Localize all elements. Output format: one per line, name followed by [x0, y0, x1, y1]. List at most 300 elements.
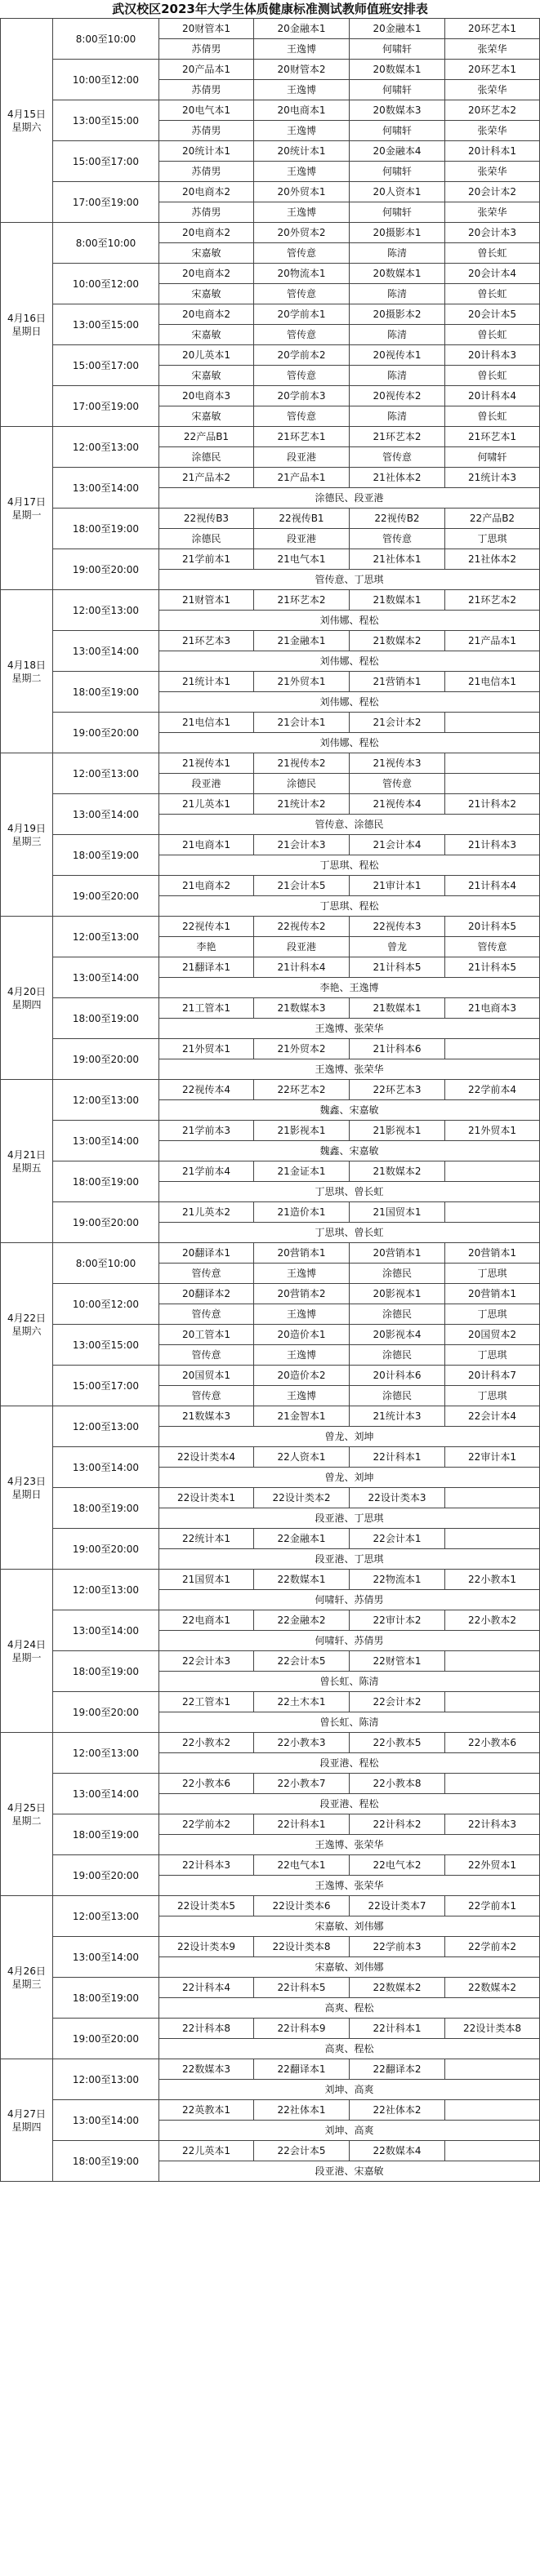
merged-cell: 丁思琪、曾长虹: [159, 1182, 540, 1201]
teacher-row: [159, 774, 540, 794]
day-group: [1, 1733, 540, 1896]
day-date: 4月25日: [7, 1801, 46, 1814]
table-cell: 丁思琪: [445, 1345, 540, 1365]
table-cell: 段亚港: [254, 937, 350, 957]
class-row: [159, 100, 540, 121]
table-cell: 丁思琪: [445, 1386, 540, 1406]
table-cell: 20造价本1: [254, 1325, 350, 1344]
table-cell: 21计科本3: [445, 835, 540, 855]
slot-time: 18:00至19:00: [53, 509, 159, 549]
table-cell: 22英教本1: [159, 2100, 254, 2120]
table-cell: 管传意: [159, 1264, 254, 1283]
table-cell: 管传意: [254, 284, 350, 304]
slot-time: 12:00至13:00: [53, 2059, 159, 2100]
table-cell: 何啸轩: [350, 202, 445, 222]
day-group: [1, 223, 540, 427]
table-cell: 22电气本1: [254, 1855, 350, 1875]
class-row: [159, 1243, 540, 1264]
table-cell: [445, 2059, 540, 2079]
slot-time: 12:00至13:00: [53, 1406, 159, 1447]
time-slot: [53, 917, 540, 957]
slot-time: 15:00至17:00: [53, 1366, 159, 1406]
merged-cell: 曾龙、刘坤: [159, 1427, 540, 1446]
table-cell: 21外贸本2: [254, 1039, 350, 1059]
day-label: [1, 1896, 53, 2059]
day-label: [1, 1406, 53, 1569]
table-cell: 22会计本3: [159, 1651, 254, 1671]
day-date: 4月18日: [7, 659, 46, 671]
table-cell: 管传意: [350, 774, 445, 793]
table-cell: 苏倩男: [159, 121, 254, 140]
time-slot: [53, 1161, 540, 1202]
day-group: [1, 1080, 540, 1243]
table-cell: 22审计本2: [350, 1610, 445, 1630]
teacher-row: [159, 611, 540, 631]
table-cell: 21计科本2: [445, 794, 540, 814]
teacher-row: [159, 978, 540, 998]
time-slot: [53, 223, 540, 264]
table-cell: [445, 1161, 540, 1181]
table-cell: 涂德民: [350, 1304, 445, 1324]
table-cell: 21电信本1: [159, 713, 254, 732]
table-cell: 21国贸本1: [350, 1202, 445, 1222]
table-cell: 21统计本3: [445, 468, 540, 487]
day-weekday: 星期三: [11, 1978, 42, 1990]
class-row: [159, 2100, 540, 2121]
merged-cell: 宋嘉敏、刘伟娜: [159, 1957, 540, 1977]
slot-time: 10:00至12:00: [53, 264, 159, 304]
teacher-row: [159, 1019, 540, 1039]
table-cell: 20会计本2: [445, 182, 540, 202]
table-cell: [445, 774, 540, 793]
table-cell: 曾长虹: [445, 406, 540, 426]
table-cell: 段亚港: [254, 447, 350, 467]
time-slot: [53, 835, 540, 876]
time-slot: [53, 998, 540, 1039]
slot-time: 19:00至20:00: [53, 549, 159, 590]
teacher-row: [159, 1998, 540, 2019]
time-slot: [53, 1733, 540, 1774]
class-row: [159, 1406, 540, 1427]
table-cell: 22小教本2: [445, 1610, 540, 1630]
table-cell: 20儿英本1: [159, 345, 254, 365]
table-cell: 22小教本2: [159, 1733, 254, 1752]
day-label: [1, 223, 53, 426]
table-cell: 20财管本1: [159, 19, 254, 38]
day-group: [1, 1243, 540, 1406]
table-cell: [445, 2100, 540, 2120]
table-cell: 21社体本2: [350, 468, 445, 487]
time-slot: [53, 713, 540, 753]
table-cell: 22计科本8: [159, 2019, 254, 2038]
table-cell: 20造价本2: [254, 1366, 350, 1385]
table-cell: 21金融本1: [254, 631, 350, 651]
teacher-row: [159, 2121, 540, 2141]
teacher-row: [159, 896, 540, 917]
table-cell: 陈清: [350, 284, 445, 304]
class-row: [159, 876, 540, 896]
slot-time: 17:00至19:00: [53, 182, 159, 223]
slot-time: 19:00至20:00: [53, 1855, 159, 1896]
table-cell: 陈清: [350, 243, 445, 263]
table-cell: 21学前本3: [159, 1121, 254, 1140]
time-slot: [53, 182, 540, 223]
table-cell: 王逸博: [254, 1264, 350, 1283]
day-date: 4月17日: [7, 495, 46, 508]
table-cell: 20环艺本2: [445, 100, 540, 120]
table-cell: [445, 1774, 540, 1793]
time-slot: [53, 2059, 540, 2100]
teacher-row: [159, 1386, 540, 1406]
table-cell: 21数媒本1: [350, 998, 445, 1018]
table-cell: 22计科本9: [254, 2019, 350, 2038]
class-row: [159, 1937, 540, 1957]
slot-time: 13:00至14:00: [53, 794, 159, 835]
class-row: [159, 223, 540, 243]
table-cell: 22设计类本5: [159, 1896, 254, 1916]
table-cell: 20工管本1: [159, 1325, 254, 1344]
table-cell: 20营销本1: [350, 1243, 445, 1263]
slot-time: 12:00至13:00: [53, 1896, 159, 1937]
day-group: [1, 427, 540, 590]
merged-cell: 段亚港、程松: [159, 1753, 540, 1773]
slot-time: 13:00至14:00: [53, 1774, 159, 1814]
table-cell: 涂德民: [350, 1264, 445, 1283]
teacher-row: [159, 1468, 540, 1488]
class-row: [159, 60, 540, 80]
table-cell: 22会计本5: [254, 2141, 350, 2161]
day-group: [1, 19, 540, 223]
table-cell: 张荣华: [445, 80, 540, 100]
class-row: [159, 19, 540, 39]
teacher-row: [159, 243, 540, 264]
time-slot: [53, 957, 540, 998]
table-cell: 21电气本1: [254, 549, 350, 569]
time-slot: [53, 1978, 540, 2019]
day-date: 4月20日: [7, 985, 46, 997]
table-cell: [445, 1039, 540, 1059]
teacher-row: [159, 1631, 540, 1651]
teacher-row: [159, 1345, 540, 1366]
table-cell: 21视传本3: [350, 753, 445, 773]
table-cell: 22小教本6: [159, 1774, 254, 1793]
slot-time: 18:00至19:00: [53, 1651, 159, 1692]
teacher-row: [159, 2161, 540, 2182]
slot-time: 12:00至13:00: [53, 1733, 159, 1774]
table-cell: 21统计本3: [350, 1406, 445, 1426]
table-cell: 22数媒本1: [254, 1570, 350, 1589]
table-cell: 管传意: [159, 1345, 254, 1365]
time-slot: [53, 1447, 540, 1488]
time-slot: [53, 509, 540, 549]
table-cell: 管传意: [159, 1304, 254, 1324]
table-cell: 22计科本5: [254, 1978, 350, 1997]
time-slot: [53, 631, 540, 672]
slot-time: 19:00至20:00: [53, 1039, 159, 1080]
table-cell: 21会计本2: [350, 713, 445, 732]
merged-cell: 段亚港、宋嘉敏: [159, 2161, 540, 2181]
teacher-row: [159, 202, 540, 223]
slot-time: 17:00至19:00: [53, 386, 159, 427]
time-slot: [53, 19, 540, 60]
table-cell: 21数媒本3: [254, 998, 350, 1018]
table-cell: 22财管本1: [350, 1651, 445, 1671]
table-cell: 21环艺本3: [159, 631, 254, 651]
table-cell: 22社体本1: [254, 2100, 350, 2120]
merged-cell: 高爽、程松: [159, 2039, 540, 2059]
day-weekday: 星期六: [11, 121, 42, 133]
class-row: [159, 386, 540, 406]
table-cell: 22外贸本1: [445, 1855, 540, 1875]
table-cell: 管传意: [254, 366, 350, 385]
table-cell: 王逸博: [254, 80, 350, 100]
time-slot: [53, 876, 540, 917]
slot-time: 13:00至14:00: [53, 1447, 159, 1488]
table-cell: 李艳: [159, 937, 254, 957]
slot-time: 13:00至14:00: [53, 1937, 159, 1978]
table-cell: 22产品B2: [445, 509, 540, 528]
class-row: [159, 1814, 540, 1835]
class-row: [159, 1121, 540, 1141]
table-cell: 21视传本4: [350, 794, 445, 814]
table-cell: 22设计类本9: [159, 1937, 254, 1956]
table-cell: 22视传本4: [159, 1080, 254, 1099]
day-group: [1, 753, 540, 917]
time-slot: [53, 1651, 540, 1692]
table-cell: 21学前本4: [159, 1161, 254, 1181]
merged-cell: 刘伟娜、程松: [159, 733, 540, 753]
table-cell: 21会计本3: [254, 835, 350, 855]
teacher-row: [159, 815, 540, 835]
table-cell: 20外贸本2: [254, 223, 350, 242]
table-cell: 21金智本1: [254, 1406, 350, 1426]
teacher-row: [159, 1672, 540, 1692]
time-slot: [53, 672, 540, 713]
table-cell: 21翻译本1: [159, 957, 254, 977]
page-title: 武汉校区2023年大学生体质健康标准测试教师值班安排表: [112, 2, 428, 16]
class-row: [159, 917, 540, 937]
table-cell: 21环艺本1: [445, 427, 540, 446]
slot-time: 18:00至19:00: [53, 1978, 159, 2019]
table-cell: 王逸博: [254, 202, 350, 222]
class-row: [159, 713, 540, 733]
table-cell: 22数媒本2: [445, 1978, 540, 1997]
table-cell: 20电商本2: [159, 182, 254, 202]
table-cell: 21计科本5: [350, 957, 445, 977]
table-cell: 21数媒本3: [159, 1406, 254, 1426]
slot-time: 18:00至19:00: [53, 1488, 159, 1529]
table-cell: 王逸博: [254, 39, 350, 59]
table-cell: 22计科本1: [350, 1447, 445, 1467]
teacher-row: [159, 1264, 540, 1284]
table-cell: 王逸博: [254, 1345, 350, 1365]
table-cell: 21造价本1: [254, 1202, 350, 1222]
teacher-row: [159, 1059, 540, 1080]
table-cell: 22数媒本2: [350, 1978, 445, 1997]
class-row: [159, 304, 540, 325]
teacher-row: [159, 1794, 540, 1814]
table-cell: 管传意: [350, 447, 445, 467]
teacher-row: [159, 692, 540, 713]
time-slot: [53, 794, 540, 835]
class-row: [159, 427, 540, 447]
slot-time: 18:00至19:00: [53, 835, 159, 876]
table-cell: 20营销本2: [254, 1284, 350, 1304]
class-row: [159, 1692, 540, 1712]
table-cell: 22会计本4: [445, 1406, 540, 1426]
slot-time: 8:00至10:00: [53, 1243, 159, 1284]
table-cell: 22设计类本4: [159, 1447, 254, 1467]
day-weekday: 星期四: [11, 998, 42, 1010]
time-slot: [53, 2141, 540, 2182]
table-cell: 22计科本3: [159, 1855, 254, 1875]
day-group: [1, 917, 540, 1080]
teacher-row: [159, 406, 540, 427]
slot-time: 18:00至19:00: [53, 998, 159, 1039]
table-cell: 20电气本1: [159, 100, 254, 120]
table-cell: 21影视本1: [350, 1121, 445, 1140]
table-cell: 陈清: [350, 366, 445, 385]
table-cell: 何啸轩: [445, 447, 540, 467]
merged-cell: 曾龙、刘坤: [159, 1468, 540, 1487]
teacher-row: [159, 488, 540, 509]
table-cell: [445, 1651, 540, 1671]
table-cell: 22土木本1: [254, 1692, 350, 1712]
table-cell: 20财管本2: [254, 60, 350, 79]
table-cell: [445, 753, 540, 773]
day-weekday: 星期二: [11, 1814, 42, 1827]
teacher-row: [159, 1549, 540, 1570]
table-cell: 丁思琪: [445, 529, 540, 549]
table-cell: 21审计本1: [350, 876, 445, 895]
table-cell: 21视传本2: [254, 753, 350, 773]
slot-time: 18:00至19:00: [53, 672, 159, 713]
table-cell: 张荣华: [445, 202, 540, 222]
time-slot: [53, 1243, 540, 1284]
class-row: [159, 1080, 540, 1100]
table-cell: 张荣华: [445, 162, 540, 181]
class-row: [159, 264, 540, 284]
table-cell: 20计科本6: [350, 1366, 445, 1385]
class-row: [159, 1039, 540, 1059]
table-cell: 苏倩男: [159, 202, 254, 222]
teacher-row: [159, 733, 540, 753]
table-cell: 张荣华: [445, 121, 540, 140]
table-cell: 22视传B2: [350, 509, 445, 528]
class-row: [159, 998, 540, 1019]
table-cell: [445, 1529, 540, 1548]
class-row: [159, 631, 540, 651]
slot-time: 13:00至14:00: [53, 1121, 159, 1161]
class-row: [159, 1610, 540, 1631]
table-cell: 21会计本5: [254, 876, 350, 895]
day-label: [1, 753, 53, 916]
class-row: [159, 1570, 540, 1590]
table-cell: 22环艺本2: [254, 1080, 350, 1099]
time-slot: [53, 386, 540, 427]
table-cell: 22环艺本3: [350, 1080, 445, 1099]
table-cell: 涂德民: [159, 447, 254, 467]
table-cell: 21统计本1: [159, 672, 254, 691]
table-cell: 22计科本1: [350, 2019, 445, 2038]
table-cell: 20学前本1: [254, 304, 350, 324]
day-weekday: 星期一: [11, 1651, 42, 1663]
slot-time: 19:00至20:00: [53, 2019, 159, 2059]
table-cell: 曾长虹: [445, 284, 540, 304]
slot-time: 19:00至20:00: [53, 876, 159, 917]
table-cell: 20环艺本1: [445, 60, 540, 79]
merged-cell: 刘伟娜、程松: [159, 611, 540, 630]
slot-time: 10:00至12:00: [53, 1284, 159, 1325]
teacher-row: [159, 1590, 540, 1610]
table-cell: 21产品本1: [445, 631, 540, 651]
table-cell: 22会计本5: [254, 1651, 350, 1671]
teacher-row: [159, 39, 540, 60]
time-slot: [53, 1488, 540, 1529]
day-group: [1, 1406, 540, 1570]
class-row: [159, 1651, 540, 1672]
table-cell: 20计科本7: [445, 1366, 540, 1385]
time-slot: [53, 2100, 540, 2141]
time-slot: [53, 1202, 540, 1243]
table-cell: 21儿英本2: [159, 1202, 254, 1222]
table-cell: 22设计类本1: [159, 1488, 254, 1508]
table-cell: 曾龙: [350, 937, 445, 957]
class-row: [159, 1161, 540, 1182]
table-cell: 涂德民: [350, 1386, 445, 1406]
teacher-row: [159, 1100, 540, 1121]
day-weekday: 星期二: [11, 672, 42, 684]
table-cell: 苏倩男: [159, 162, 254, 181]
table-cell: 21计科本5: [445, 957, 540, 977]
table-cell: 20营销本1: [445, 1243, 540, 1263]
time-slot: [53, 141, 540, 182]
class-row: [159, 590, 540, 611]
table-cell: 21学前本1: [159, 549, 254, 569]
class-row: [159, 345, 540, 366]
teacher-row: [159, 1508, 540, 1529]
time-slot: [53, 1406, 540, 1447]
table-cell: 20学前本3: [254, 386, 350, 406]
table-cell: 20会计本3: [445, 223, 540, 242]
table-cell: 20影视本4: [350, 1325, 445, 1344]
table-cell: 管传意: [254, 325, 350, 344]
table-cell: 21社体本1: [350, 549, 445, 569]
merged-cell: 涂德民、段亚港: [159, 488, 540, 508]
merged-cell: 曾长虹、陈清: [159, 1672, 540, 1691]
table-cell: 22学前本3: [350, 1937, 445, 1956]
teacher-row: [159, 937, 540, 957]
class-row: [159, 2141, 540, 2161]
class-row: [159, 1529, 540, 1549]
time-slot: [53, 590, 540, 631]
table-cell: 何啸轩: [350, 80, 445, 100]
teacher-row: [159, 855, 540, 876]
day-weekday: 星期六: [11, 1325, 42, 1337]
merged-cell: 曾长虹、陈清: [159, 1712, 540, 1732]
table-cell: 22视传本2: [254, 917, 350, 936]
slot-time: 13:00至14:00: [53, 957, 159, 998]
table-cell: 22学前本2: [159, 1814, 254, 1834]
day-date: 4月21日: [7, 1148, 46, 1161]
class-row: [159, 753, 540, 774]
table-cell: 管传意: [254, 243, 350, 263]
day-group: [1, 1896, 540, 2059]
table-cell: 22计科本2: [350, 1814, 445, 1834]
table-cell: 丁思琪: [445, 1304, 540, 1324]
class-row: [159, 835, 540, 855]
day-date: 4月27日: [7, 2107, 46, 2120]
